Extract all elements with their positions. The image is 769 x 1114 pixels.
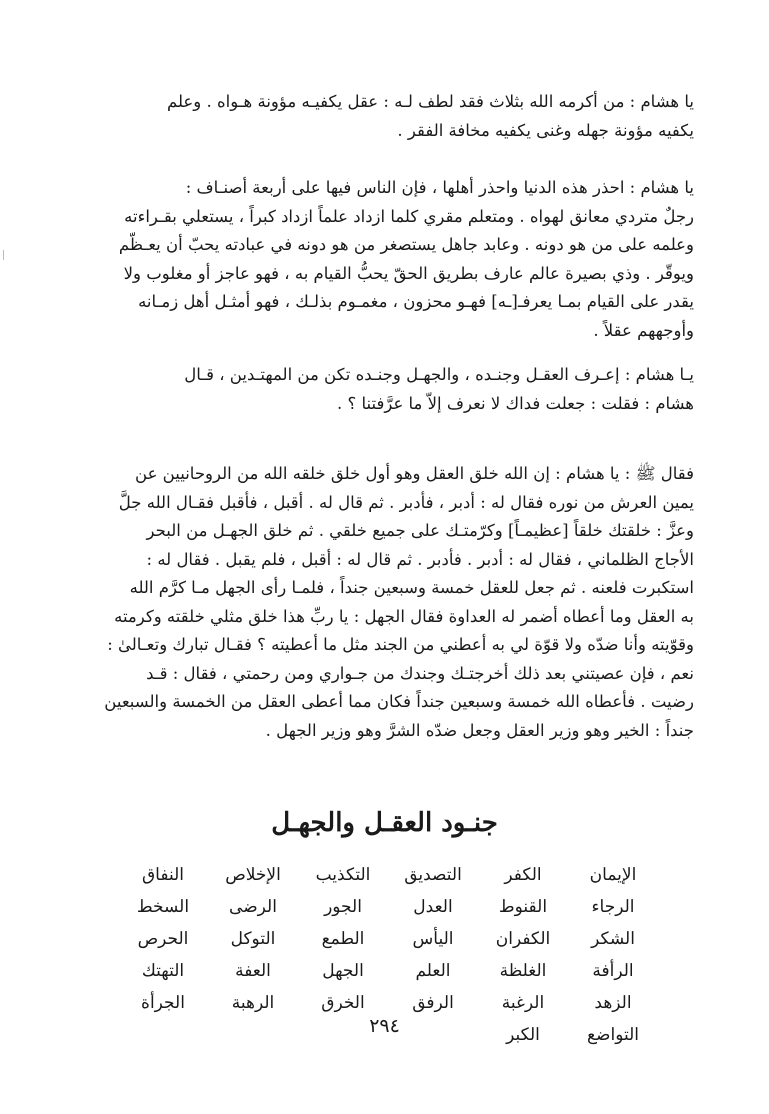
grid-term: العلم <box>415 961 451 981</box>
grid-term: اليأس <box>412 929 454 949</box>
text-line: يقدر على القيام بمـا يعرفـ[ـه] فهـو محزون ، مغمـوم بذلـك ، فهو أمثـل أهل زمـانه <box>138 292 694 311</box>
grid-term: التواضع <box>586 1025 640 1045</box>
grid-term: الجور <box>324 897 362 917</box>
text-line: رجلٌ متردي معانق لهواه . ومتعلم مقري كلما ازداد علماً ازداد كبراً ، يستعلي بقـراءته <box>124 206 694 226</box>
grid-term: الكبر <box>506 1025 540 1045</box>
text-line: فقال ﷺ : يا هشام : إن الله خلق العقل وهو أول خلق خلقه الله من الروحانيين عن <box>135 464 694 483</box>
paragraph-2 <box>82 174 694 345</box>
grid-term: الرضى <box>229 897 277 917</box>
text-line: وقوّيته وأنا ضدّه ولا قوّة لي به أعطني من الجند مثل ما أعطيته ؟ فقـال تبارك وتعـالىٰ : <box>107 635 694 654</box>
paragraph-1 <box>82 88 694 145</box>
text-line: نعم ، فإن عصيتني بعد ذلك أخرجتـك وجندك من جـواري ومن رحمتي ، فقال : قـد <box>146 663 694 683</box>
text-line: يا هشام : احذر هذه الدنيا واحذر أهلها ، فإن الناس فيها على أربعة أصنـاف : <box>185 178 694 197</box>
text-line: به العقل وما أعطاه أضمر له العداوة فقال الجهل : يا ربِّ هذا خلق مثلي خلقته وكرمته <box>114 606 694 626</box>
grid-term: الجرأة <box>141 993 185 1013</box>
grid-term: الرفق <box>412 993 454 1013</box>
grid-term: الجهل <box>322 961 364 981</box>
text-line: يمين العرش من نوره فقال له : أدبر ، فأدبر . ثم قال له . أقبل ، فأقبل فقـال الله جلَّ <box>118 492 694 512</box>
section-title: جنـود العقـل والجهـل <box>271 808 498 838</box>
grid-term: التصديق <box>404 865 462 885</box>
grid-term: التكذيب <box>315 865 371 885</box>
text-line: هشام : فقلت : جعلت فداك لا نعرف إلاّ ما عرَّفتنا ؟ . <box>336 393 694 413</box>
paragraph-3 <box>82 361 694 418</box>
text-line: يا هشام : من أكرمه الله بثلاث فقد لطف لـه : عقل يكفيـه مؤونة هـواه . وعلم <box>166 92 694 111</box>
grid-term: الرأفة <box>592 961 634 981</box>
text-line: الأجاج الظلماني ، فقال له : أدبر . فأدبر . ثم قال له : أقبل ، فلم يقبل . فقال له : <box>146 549 694 569</box>
text-line: وعلمه على من هو دونه . وعابد جاهل يستصغر من هو دونه في عبادته يحبّ أن يعـظّم <box>118 235 694 254</box>
grid-term: الكفران <box>495 929 551 949</box>
text-line: يـا هشام : إعـرف العقـل وجنـده ، والجهـل وجنـده تكن من المهتـدين ، قـال <box>184 365 694 384</box>
text-line: جنداً : الخير وهو وزير العقل وجعل ضدّه الشرَّ وهو وزير الجهل . <box>265 720 694 740</box>
grid-term: التوكل <box>230 929 276 949</box>
grid-term: العدل <box>413 897 453 917</box>
paragraph-4 <box>82 460 694 745</box>
text-line: وأوجههم عقلاً . <box>593 320 694 340</box>
page-number: ٢٩٤ <box>369 1015 400 1037</box>
grid-term: الرغبة <box>501 993 545 1013</box>
grid-term: الإيمان <box>589 865 637 885</box>
margin-mark <box>3 250 4 260</box>
text-line: يكفيه مؤونة جهله وغنى يكفيه مخافة الفقر . <box>397 120 694 140</box>
grid-term: الرهبة <box>231 993 275 1013</box>
grid-term: السخط <box>136 897 190 917</box>
grid-term: القنوط <box>498 897 548 917</box>
text-line: رضيت . فأعطاه الله خمسة وسبعين جنداً فكان مما أعطى العقل من الخمسة والسبعين <box>104 692 694 711</box>
grid-term: الغلظة <box>499 961 547 981</box>
grid-term: الخرق <box>321 993 365 1013</box>
grid-term: التهتك <box>141 961 185 981</box>
grid-term: الطمع <box>321 929 365 949</box>
grid-term: العفة <box>235 961 271 981</box>
grid-term: الكفر <box>504 865 542 885</box>
grid-term: الإخلاص <box>225 865 281 885</box>
text-line: استكبرت فلعنه . ثم جعل للعقل خمسة وسبعين جنداً ، فلمـا رأى الجهل مـا كرَّم الله <box>129 578 694 597</box>
grid-term: الرجاء <box>591 897 635 917</box>
text-line: ويوقّر . وذي بصيرة عالم عارف بطريق الحقّ يحبُّ القيام به ، فهو عاجز أو مغلوب ولا <box>123 263 694 283</box>
grid-term: الزهد <box>594 993 632 1013</box>
grid-term: الشكر <box>591 929 635 949</box>
grid-term: النفاق <box>141 865 184 885</box>
text-line: وعزَّ : خلقتك خلقاً [عظيمـاً] وكرّمتـك على جميع خلقي . ثم خلق الجهـل من البحر <box>146 521 694 540</box>
grid-term: الحرص <box>137 929 189 949</box>
